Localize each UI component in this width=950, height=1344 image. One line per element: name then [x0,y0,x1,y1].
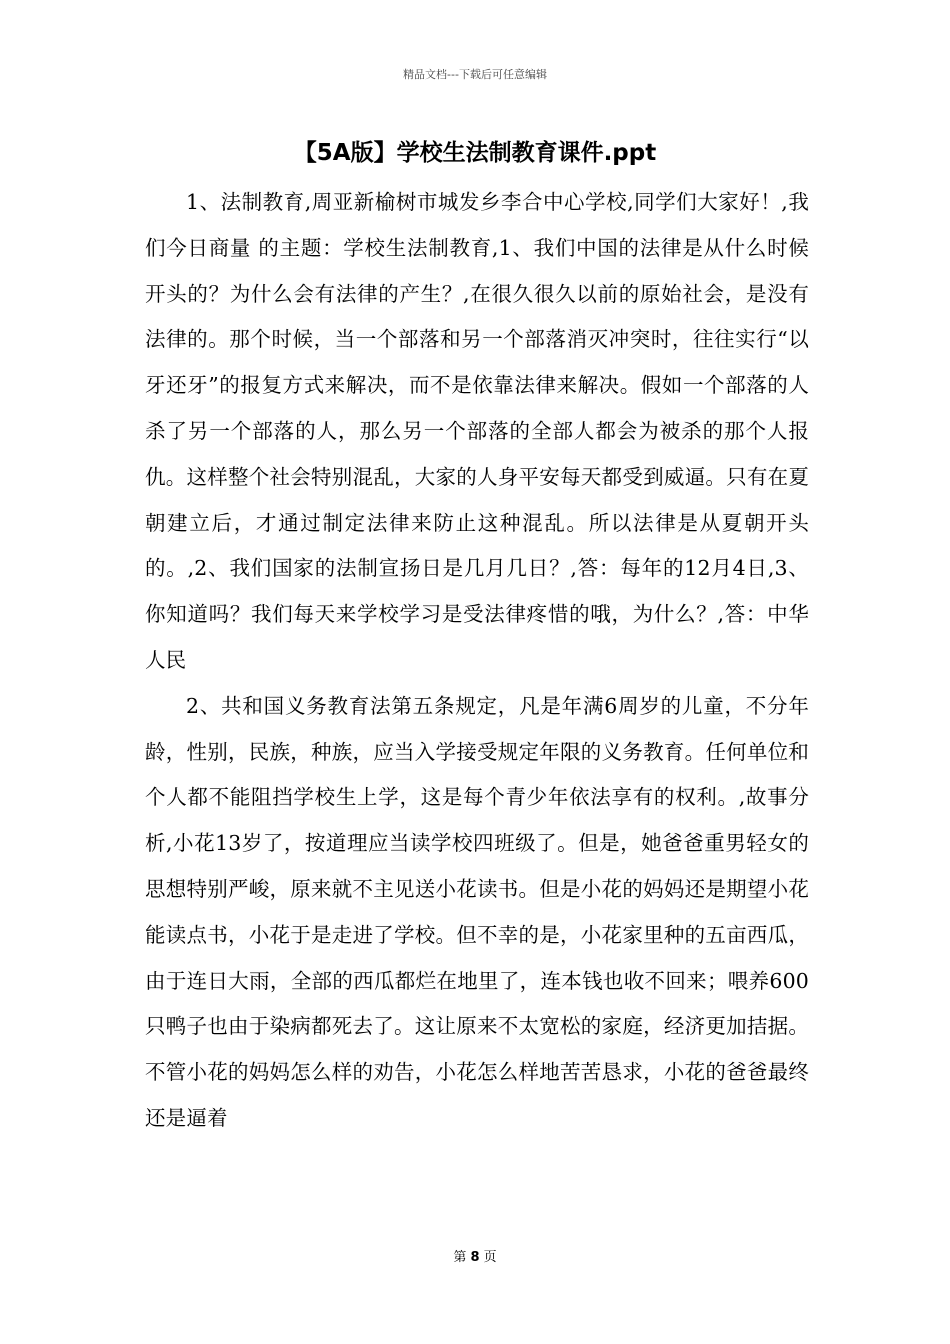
page-number-prefix: 第 [453,1250,467,1265]
document-body [145,180,809,1142]
paragraph-1: 1、法制教育,周亚新榆树市城发乡李合中心学校,同学们大家好！,我们今日商量 的主题：学校生法制教育,1、我们中国的法律是从什么时候开头的？为什么会有法律的产生？,在很久很久以前的原始社会，是没有法律的。那个时候，当一个部落和另一个部落消灭冲突时，往往实行“以牙还牙”的报复方式来解决，而不是依靠法律来解决。假如一个部落的人杀了另一个部落的人，那么另一个部落的全部人都会为被杀的那个人报仇。这样整个社会特别混乱，大家的人身平安每天都受到威逼。只有在夏朝建立后，才通过制定法律来防止这种混乱。所以法律是从夏朝开头的。,2、我们国家的法制宣扬日是几月几日？,答：每年的12月4日,3、你知道吗？我们每天来学校学习是受法律疼惜的哦，为什么？,答：中华人民 [145,190,809,672]
page-footer [0,1246,950,1265]
document-title: 【5A版】学校生法制教育课件.ppt [293,140,657,166]
paragraph-2: 2、共和国义务教育法第五条规定，凡是年满6周岁的儿童，不分年龄，性别，民族，种族，应当入学接受规定年限的义务教育。任何单位和个人都不能阻挡学校生上学，这是每个青少年依法享有的权利。,故事分析,小花13岁了，按道理应当读学校四班级了。但是，她爸爸重男轻女的思想特别严峻，原来就不主见送小花读书。但是小花的妈妈还是期望小花能读点书，小花于是走进了学校。但不幸的是，小花家里种的五亩西瓜，由于连日大雨，全部的西瓜都烂在地里了，连本钱也收不回来；喂养600只鸭子也由于染病都死去了。这让原来不太宽松的家庭，经济更加拮据。不管小花的妈妈怎么样的劝告，小花怎么样地苦苦恳求，小花的爸爸最终还是逼着 [145,693,809,1130]
page-number-suffix: 页 [483,1250,497,1265]
page-number: 8 [470,1250,480,1265]
page-header: 精品文档---下载后可任意编辑 [403,68,547,81]
